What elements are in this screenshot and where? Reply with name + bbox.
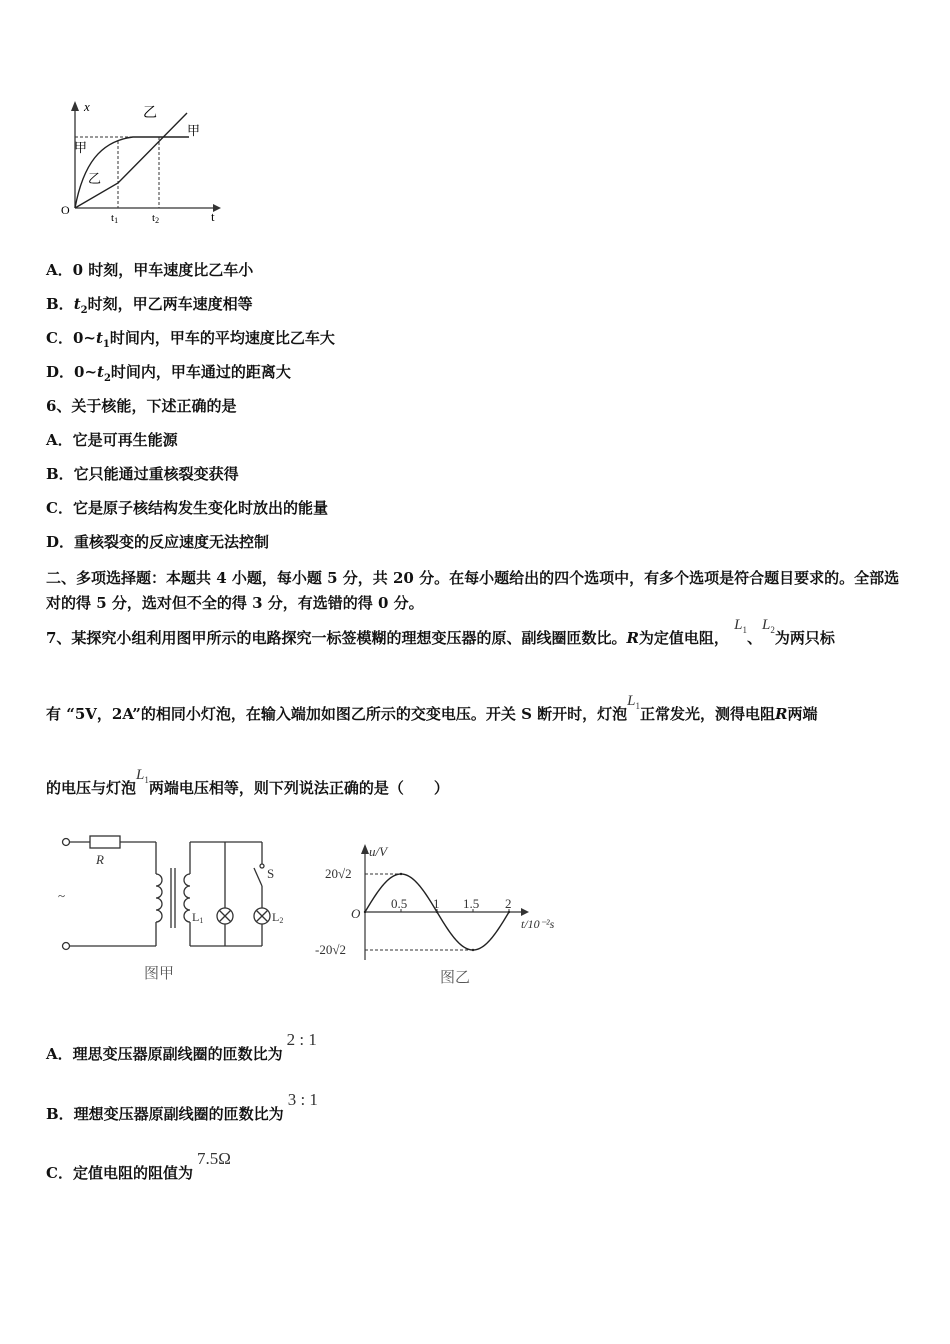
q7-l1-c: 为两只标 bbox=[774, 629, 835, 647]
label-ac: ~ bbox=[58, 888, 66, 903]
q5-b-sub: 2 bbox=[80, 305, 88, 316]
q7-option-c bbox=[46, 1149, 231, 1183]
x-axis-arrow bbox=[71, 101, 79, 111]
q6-option-c: C．它是原子核结构发生变化时放出的能量 bbox=[46, 499, 328, 517]
label-resistor-r: R bbox=[96, 852, 104, 867]
q5-d-text: 时间内，甲车通过的距离大 bbox=[110, 363, 291, 381]
wave-t-label: t/10⁻²s bbox=[521, 917, 555, 931]
tick-t1: t1 bbox=[111, 212, 119, 225]
q6-option-d: D．重核裂变的反应速度无法控制 bbox=[46, 533, 270, 551]
q7-b-math: 3 : 1 bbox=[287, 1090, 318, 1109]
wave-tick-label-2: 1.5 bbox=[463, 896, 480, 911]
caption-fig-yi: 图乙 bbox=[440, 970, 471, 986]
q7-l1-a: 7、某探究小组利用图甲所示的电路探究一标签模糊的理想变压器的原、副线圈匝数比。 bbox=[46, 629, 627, 647]
x-axis-label: x bbox=[84, 99, 90, 114]
secondary-coil bbox=[184, 874, 190, 922]
wave-u-axis-arrow bbox=[361, 844, 369, 854]
origin-label: O bbox=[61, 203, 70, 217]
wave-tick-label-0: 0.5 bbox=[391, 896, 408, 911]
wave-point-3 bbox=[472, 949, 474, 951]
q7-l2-b: 正常发光，测得电阻 bbox=[639, 705, 775, 723]
q7-l2-c: 两端 bbox=[787, 705, 818, 723]
q7-c-text: C．定值电阻的阻值为 bbox=[46, 1164, 193, 1182]
q7-l1-b: 为定值电阻， bbox=[638, 629, 729, 647]
symbol-l1: $L_1$ bbox=[734, 617, 748, 635]
q7-l1-sep: 、 bbox=[747, 629, 763, 647]
q7-line2 bbox=[46, 693, 818, 730]
q6-stem: 6、关于核能，下述正确的是 bbox=[46, 397, 237, 415]
q5-option-d bbox=[46, 362, 291, 389]
q5-option-c bbox=[46, 328, 335, 355]
q7-option-a bbox=[46, 1030, 317, 1064]
wave-tick-label-3: 2 bbox=[505, 896, 512, 911]
q7-c-math: 7.5Ω bbox=[196, 1149, 231, 1168]
label-jia-right: 甲 bbox=[187, 123, 201, 138]
q7-l2-r: R bbox=[775, 705, 788, 723]
q5-c-text: 时间内，甲车的平均速度比乙车大 bbox=[109, 329, 335, 347]
q5-d-var: t bbox=[97, 363, 104, 381]
q6-option-b: B．它只能通过重核裂变获得 bbox=[46, 465, 239, 483]
q7-l3-b: 两端电压相等，则下列说法正确的是（ ） bbox=[148, 779, 449, 797]
label-lamp-l2: L2 bbox=[272, 910, 284, 925]
q7-a-text: A．理思变压器原副线圈的匝数比为 bbox=[46, 1045, 283, 1063]
label-lamp-l1: L1 bbox=[192, 910, 204, 925]
symbol-l2: $L_2$ bbox=[762, 617, 775, 635]
q5-c-prefix: C．0~ bbox=[46, 329, 96, 347]
input-terminal-top bbox=[63, 839, 70, 846]
q5-b-text: 时刻，甲乙两车速度相等 bbox=[87, 295, 253, 313]
q5-c-sub: 1 bbox=[102, 339, 110, 350]
q7-a-math: 2 : 1 bbox=[286, 1030, 317, 1049]
wave-u-label: u/V bbox=[369, 844, 388, 859]
voltage-waveform-chart bbox=[305, 832, 590, 992]
switch-contact bbox=[260, 864, 264, 868]
q5-b-var: t bbox=[73, 295, 81, 313]
label-yi-lower: 乙 bbox=[88, 171, 102, 186]
switch-s bbox=[254, 868, 262, 886]
input-terminal-bottom bbox=[63, 943, 70, 950]
q7-line1 bbox=[46, 617, 835, 654]
q7-line3 bbox=[46, 767, 449, 804]
wave-y-pos-label: 20√2 bbox=[325, 866, 352, 881]
q5-d-prefix: D．0~ bbox=[46, 363, 98, 381]
label-switch-s: S bbox=[267, 866, 275, 881]
wave-y-neg-label: -20√2 bbox=[315, 942, 346, 957]
primary-coil bbox=[156, 874, 162, 922]
section2-header: 二、多项选择题：本题共 4 小题，每小题 5 分，共 20 分。在每小题给出的四个选项中，有多个选项是符合题目要求的。全部选对的得 5 分，选对但不全的得 3 分，有选错的得 0 分。 bbox=[46, 569, 900, 612]
symbol-l1: $L_1$ bbox=[627, 693, 640, 711]
xt-graph bbox=[55, 95, 230, 225]
resistor-r bbox=[90, 836, 120, 848]
q5-option-a: A．0 时刻，甲车速度比乙车小 bbox=[46, 261, 254, 279]
wave-tick-label-1: 1 bbox=[433, 896, 440, 911]
caption-fig-jia: 图甲 bbox=[144, 966, 175, 982]
q7-option-b bbox=[46, 1090, 318, 1124]
wave-point-0 bbox=[364, 911, 366, 913]
label-jia-left: 甲 bbox=[74, 140, 88, 155]
tick-t2: t2 bbox=[152, 212, 160, 225]
line-yi bbox=[75, 113, 187, 208]
q6-option-a: A．它是可再生能源 bbox=[46, 431, 178, 449]
t-axis-label: t bbox=[211, 209, 215, 224]
circuit-diagram bbox=[52, 828, 292, 988]
wave-point-1 bbox=[400, 873, 402, 875]
wave-t-axis-arrow bbox=[521, 908, 529, 916]
q5-d-sub: 2 bbox=[103, 373, 111, 384]
label-yi-top: 乙 bbox=[143, 106, 157, 121]
q5-option-b bbox=[46, 294, 253, 321]
q7-l2-a: 有 “5V，2A”的相同小灯泡，在输入端加如图乙所示的交变电压。开关 S 断开时，灯泡 bbox=[46, 705, 628, 723]
symbol-l1: $L_1$ bbox=[136, 767, 149, 785]
q7-b-text: B．理想变压器原副线圈的匝数比为 bbox=[46, 1105, 284, 1123]
q7-l1-r: R bbox=[626, 629, 639, 647]
q5-c-var: t bbox=[95, 329, 103, 347]
q7-l3-a: 的电压与灯泡 bbox=[46, 779, 137, 797]
wave-origin: O bbox=[351, 906, 361, 921]
q5-b-prefix: B． bbox=[46, 295, 74, 313]
